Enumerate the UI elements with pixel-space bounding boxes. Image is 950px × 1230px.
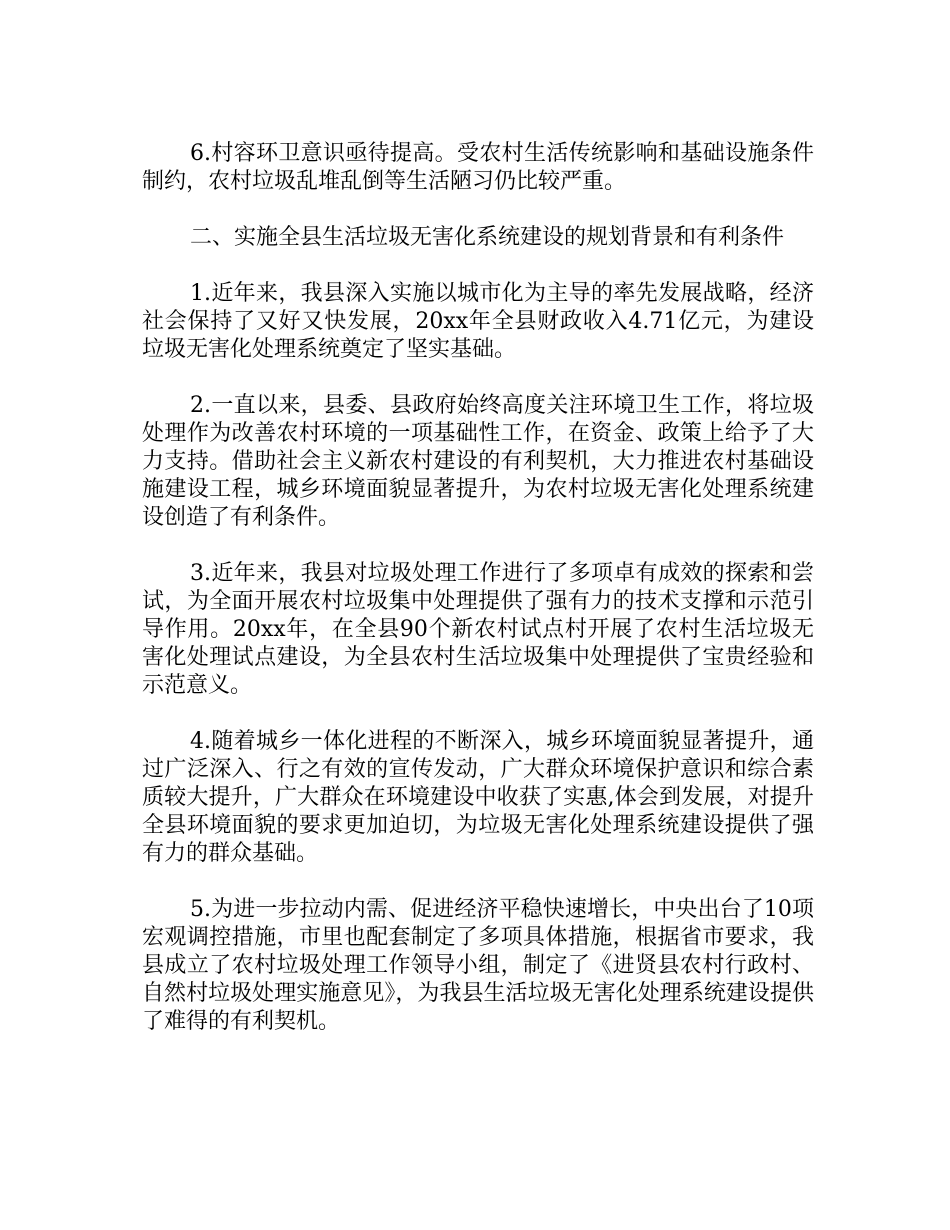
document-page <box>142 140 814 1064</box>
paragraph-point-1: 1.近年来，我县深入实施以城市化为主导的率先发展战略，经济社会保持了又好又快发展，20xx年全县财政收入4.71亿元，为建设垃圾无害化处理系统奠定了坚实基础。 <box>142 281 814 362</box>
paragraph-point-2: 2.一直以来，县委、县政府始终高度关注环境卫生工作，将垃圾处理作为改善农村环境的一项基础性工作，在资金、政策上给予了大力支持。借助社会主义新农村建设的有利契机，大力推进农村基础设施建设工程，城乡环境面貌显著提升，为农村垃圾无害化处理系统建设创造了有利条件。 <box>142 393 814 530</box>
section-heading-background: 二、实施全县生活垃圾无害化系统建设的规划背景和有利条件 <box>190 225 785 250</box>
paragraph-village-sanitation: 6.村容环卫意识亟待提高。受农村生活传统影响和基础设施条件制约，农村垃圾乱堆乱倒等生活陋习仍比较严重。 <box>142 141 814 194</box>
paragraph-point-5: 5.为进一步拉动内需、促进经济平稳快速增长，中央出台了10项宏观调控措施，市里也配套制定了多项具体措施，根据省市要求，我县成立了农村垃圾处理工作领导小组，制定了《进贤县农村行政村、自然村垃圾处理实施意见》，为我县生活垃圾无害化处理系统建设提供了难得的有利契机。 <box>142 897 814 1034</box>
paragraph-point-4: 4.随着城乡一体化进程的不断深入，城乡环境面貌显著提升，通过广泛深入、行之有效的宣传发动，广大群众环境保护意识和综合素质较大提升，广大群众在环境建设中收获了实惠,体会到发展，对提升全县环境面貌的要求更加迫切，为垃圾无害化处理系统建设提供了强有力的群众基础。 <box>142 729 814 866</box>
paragraph-point-3: 3.近年来，我县对垃圾处理工作进行了多项卓有成效的探索和尝试，为全面开展农村垃圾集中处理提供了强有力的技术支撑和示范引导作用。20xx年，在全县90个新农村试点村开展了农村生活垃圾无害化处理试点建设，为全县农村生活垃圾集中处理提供了宝贵经验和示范意义。 <box>142 561 814 698</box>
